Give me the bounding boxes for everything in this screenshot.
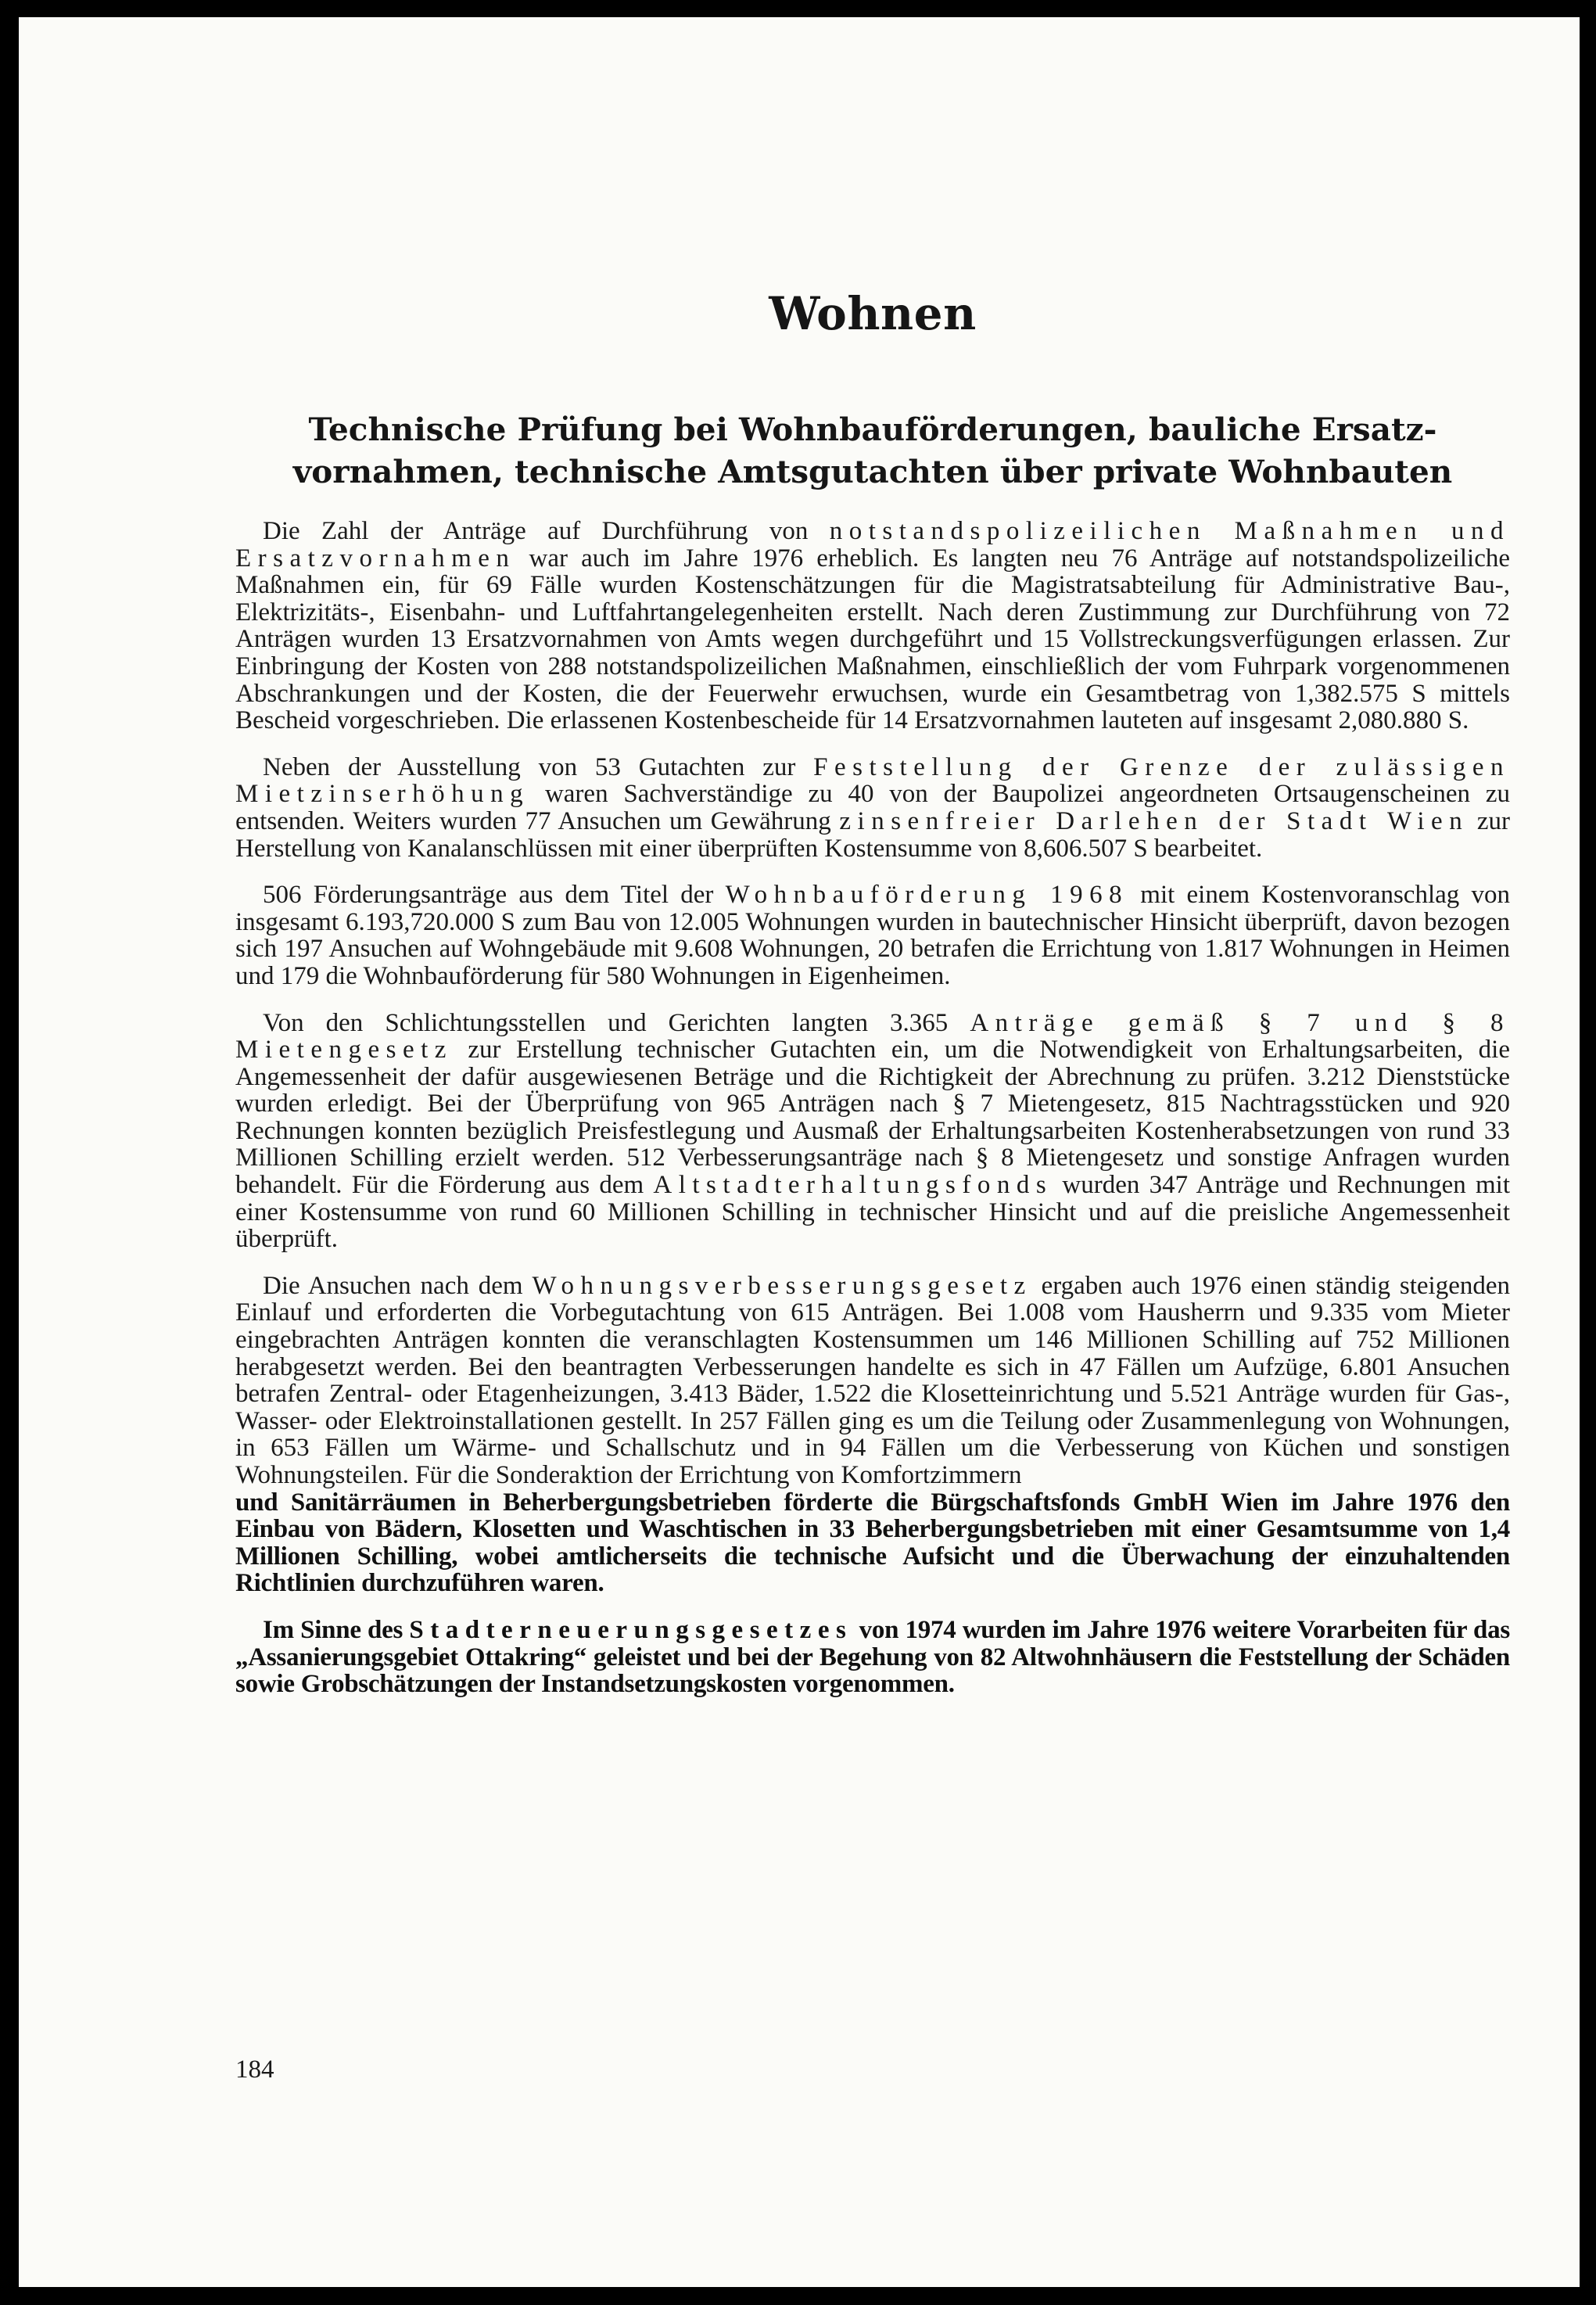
spaced-term: Anträge gemäß § 7 und § 8 Mietengesetz — [235, 1008, 1511, 1065]
text-run: ergaben auch 1976 einen ständig steigenden Einlauf und erforderten die Vorbegutachtung von 615 Anträgen. Bei 1.008 vom Hausherrn und 9.335 vom Mieter eingebrachten Anträgen konnten die veranschlagten Kostensummen um 146 Millionen Schilling auf 752 Millionen herabgesetzt werden. Bei den beantragten Verbesserungen handelte es sich in 47 Fällen um Aufzüge, 6.801 Ansuchen betrafen Zentral- oder Etagenheizungen, 3.413 Bäder, 1.522 die Klosetteinrichtung und 5.521 Anträge wurden für Gas-, Wasser- oder Elektroinstallationen gestellt. In 257 Fällen ging es um die Teilung oder Zusammenlegung von Wohnungen, in 653 Fällen um Wärme- und Schallschutz und in 94 Fällen um die Verbesserung von Küchen und sonstigen Wohnungsteilen. Für die Sonderaktion der Errichtung von Komfortzimmern — [235, 1271, 1511, 1489]
paragraph-wohnbaufoerderung — [235, 881, 1510, 989]
section-title — [235, 408, 1510, 493]
text-run: Von den Schlichtungsstellen und Gerichten langten 3.365 — [263, 1008, 970, 1037]
paragraph-stadterneuerung — [235, 1617, 1510, 1698]
text-run: war auch im Jahre 1976 erheblich. Es langten neu 76 Anträge auf notstandspolizeiliche Maßnahmen ein, für 69 Fälle wurden Kostenschätzungen für die Magistratsabteilung für Administrative Bau-, Elektrizitäts-, Eisenbahn- und Luftfahrtangelegenheiten erstellt. Nach deren Zustimmung zur Durchführung von 72 Anträgen wurden 13 Ersatzvornahmen von Amts wegen durchgeführt und 15 Vollstreckungsverfügungen erlassen. Zur Einbringung der Kosten von 288 notstandspolizeilichen Maßnahmen, einschließlich der vom Fuhrpark vorgenommenen Abschrankungen und der Kosten, die der Feuerwehr erwuchsen, wurde ein Gesamtbetrag von 1,382.575 S mittels Bescheid vorgeschrieben. Die erlassenen Kostenbescheide für 14 Ersatzvornahmen lauteten auf insgesamt 2,080.880 S. — [235, 544, 1510, 735]
spaced-term: Feststellung der Grenze der zulässigen Mietzinserhöhung — [235, 752, 1510, 809]
chapter-title: Wohnen — [769, 287, 977, 340]
paragraph-gutachten — [235, 754, 1510, 862]
spaced-term: Wohnungsverbesserungsgesetz — [532, 1271, 1032, 1300]
text-run: Die Ansuchen nach dem — [263, 1271, 533, 1300]
body-text — [235, 518, 1510, 1718]
paragraph-sonderaktion — [235, 1489, 1510, 1597]
text-run: und Sanitärräumen in Beherbergungsbetrieben förderte die Bürgschaftsfonds GmbH Wien im Jahre 1976 den Einbau von Bädern, Klosetten und Waschtischen in 33 Beherbergungsbetrieben mit einer Gesamtsumme von 1,4 Millionen Schilling, wobei amtlicherseits die technische Aufsicht und die Überwachung der einzuhaltenden Richtlinien durchzuführen waren. — [235, 1488, 1510, 1598]
paragraph-notstand — [235, 518, 1510, 734]
text-run: Neben der Ausstellung von 53 Gutachten zur — [263, 752, 814, 781]
spaced-term: notstandspolizeilichen Maßnahmen und Ersatzvornahmen — [235, 517, 1510, 573]
text-run: Die Zahl der Anträge auf Durchführung von — [263, 517, 830, 545]
spaced-term: Stadterneuerungsgesetzes — [409, 1615, 853, 1644]
paragraph-mietengesetz — [235, 1010, 1510, 1253]
spaced-term: Wohnbauförderung 1968 — [725, 881, 1129, 910]
spaced-term: Altstadterhaltungsfonds — [653, 1171, 1053, 1200]
spaced-term: zinsenfreier Darlehen der Stadt Wien — [839, 806, 1469, 835]
section-title-line-1: Technische Prüfung bei Wohnbauförderungen, bauliche Ersatz- — [308, 411, 1437, 448]
text-run: von 1974 wurden im Jahre 1976 weitere Vorarbeiten für das „Assanierungsgebiet Ottakring“ geleistet und bei der Begehung von 82 Altwohnhäusern die Feststellung der Schäden sowie Grobschätzungen der Instandsetzungskosten vorgenommen. — [235, 1615, 1510, 1699]
text-run: Im Sinne des — [263, 1615, 410, 1644]
page-number: 184 — [235, 2055, 274, 2084]
text-run: zur Erstellung technischer Gutachten ein, um die Notwendigkeit von Erhaltungsarbeiten, die Angemessenheit der dafür ausgewiesenen Beträge und die Richtigkeit der Abrechnung zu prüfen. 3.212 Dienststücke wurden erledigt. Bei der Überprüfung von 965 Anträgen nach § 7 Mietengesetz, 815 Nachtragsstücken und 920 Rechnungen konnten bezüglich Preisfestlegung und Ausmaß der Erhaltungsarbeiten Kostenherabsetzungen von rund 33 Millionen Schilling erzielt werden. 512 Verbesserungsanträge nach § 8 Mietengesetz und sonstige Anfragen wurden behandelt. Für die Förderung aus dem — [235, 1036, 1510, 1200]
text-run: wurden 347 Anträge und Rechnungen mit einer Kostensumme von rund 60 Millionen Schilling in technischer Hinsicht und auf die preisliche Angemessenheit überprüft. — [235, 1171, 1510, 1254]
page — [19, 17, 1580, 2287]
paragraph-wohnungsverbesserung — [235, 1273, 1510, 1489]
text-run: waren Sachverständige zu 40 von der Baupolizei angeordneten Ortsaugenscheinen zu entsenden. Weiters wurden 77 Ansuchen um Gewährung — [235, 780, 1510, 835]
text-run: mit einem Kostenvoranschlag von insgesamt 6.193,720.000 S zum Bau von 12.005 Wohnungen wurden in bautechnischer Hinsicht überprüft, davon bezogen sich 197 Ansuchen auf Wohngebäude mit 9.608 Wohnungen, 20 betrafen die Errichtung von 1.817 Wohnungen in Heimen und 179 die Wohnbauförderung für 580 Wohnungen in Eigenheimen. — [235, 881, 1510, 990]
text-run: zur Herstellung von Kanalanschlüssen mit einer überprüften Kostensumme von 8,606.507 S bearbeitet. — [235, 806, 1510, 863]
section-title-line-2: vornahmen, technische Amtsgutachten über private Wohnbauten — [292, 453, 1453, 490]
text-run: 506 Förderungsanträge aus dem Titel der — [263, 881, 726, 910]
